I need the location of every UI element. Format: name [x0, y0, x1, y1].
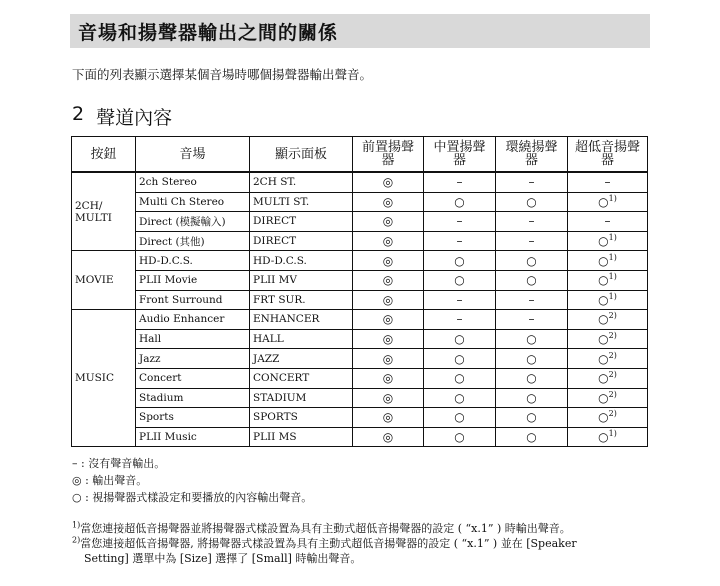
table-row: [72, 349, 648, 369]
header-key: 按鈕: [72, 137, 136, 173]
display-cell: 2CH ST.: [250, 172, 353, 192]
center-cell: –: [424, 212, 496, 232]
center-cell: –: [424, 310, 496, 330]
sound-field-cell: 2ch Stereo: [136, 172, 250, 192]
intro-text: 下面的列表顯示選擇某個音場時哪個揚聲器輸出聲音。: [72, 67, 373, 82]
footnote-mark: 2): [608, 331, 617, 341]
subwoofer-cell: ○$^{1)}$: [568, 290, 648, 310]
surround-cell: –: [496, 231, 568, 251]
legend-item: – : 沒有聲音輸出。: [72, 457, 166, 470]
header-sound-field: 音場: [136, 137, 250, 173]
surround-cell: ○: [496, 270, 568, 290]
front-cell: ◎: [353, 427, 424, 447]
front-cell: ◎: [353, 310, 424, 330]
front-cell: ◎: [353, 231, 424, 251]
legend-item: ◎ : 輸出聲音。: [72, 474, 148, 487]
center-cell: ○: [424, 408, 496, 428]
footnote-continuation: Setting] 選單中為 [Size] 選擇了 [Small] 時輸出聲音。: [84, 552, 362, 565]
sound-field-cell: Direct (其他): [136, 231, 250, 251]
sound-field-cell: Concert: [136, 368, 250, 388]
table-header-row: [72, 137, 648, 173]
surround-cell: –: [496, 172, 568, 192]
key-cell: MUSIC: [72, 310, 136, 447]
center-cell: ○: [424, 368, 496, 388]
sound-field-cell: HD-D.C.S.: [136, 251, 250, 271]
display-cell: ENHANCER: [250, 310, 353, 330]
table-row: [72, 290, 648, 310]
table-row: [72, 192, 648, 212]
header-surround-speakers: 環繞揚聲 器: [496, 137, 568, 173]
front-cell: ◎: [353, 251, 424, 271]
subwoofer-cell: ○$^{2)}$: [568, 368, 648, 388]
sound-field-cell: Hall: [136, 329, 250, 349]
surround-cell: ○: [496, 349, 568, 369]
surround-cell: ○: [496, 192, 568, 212]
display-cell: STADIUM: [250, 388, 353, 408]
header-display-panel: 顯示面板: [250, 137, 353, 173]
surround-cell: –: [496, 212, 568, 232]
title-bar: [70, 14, 650, 48]
footnote-mark: 1): [608, 272, 617, 282]
table-row: [72, 231, 648, 251]
section-number: 2: [72, 103, 85, 125]
surround-cell: ○: [496, 368, 568, 388]
footnote: $^{2)}$當您連接超低音揚聲器, 將揚聲器式樣設置為具有主動式超低音揚聲器的設定 ( “x.1” ) 並在 [Speaker: [72, 535, 577, 550]
subwoofer-cell: ○$^{2)}$: [568, 329, 648, 349]
subwoofer-cell: ○$^{1)}$: [568, 192, 648, 212]
center-cell: ○: [424, 192, 496, 212]
center-cell: ○: [424, 388, 496, 408]
display-cell: DIRECT: [250, 212, 353, 232]
display-cell: PLII MV: [250, 270, 353, 290]
center-cell: –: [424, 290, 496, 310]
display-cell: SPORTS: [250, 408, 353, 428]
sound-field-cell: Multi Ch Stereo: [136, 192, 250, 212]
sound-field-cell: Audio Enhancer: [136, 310, 250, 330]
header-center-speaker: 中置揚聲 器: [424, 137, 496, 173]
sound-field-table: [71, 136, 648, 447]
front-cell: ◎: [353, 270, 424, 290]
footnote-mark: 1): [608, 193, 617, 203]
sound-field-cell: Jazz: [136, 349, 250, 369]
surround-cell: –: [496, 310, 568, 330]
table-row: [72, 270, 648, 290]
footnote-mark: 2): [608, 350, 617, 360]
display-cell: CONCERT: [250, 368, 353, 388]
footnote-mark: 2): [608, 389, 617, 399]
subwoofer-cell: ○$^{2)}$: [568, 310, 648, 330]
sound-field-cell: Sports: [136, 408, 250, 428]
surround-cell: ○: [496, 329, 568, 349]
front-cell: ◎: [353, 408, 424, 428]
front-cell: ◎: [353, 329, 424, 349]
subwoofer-cell: ○$^{1)}$: [568, 251, 648, 271]
center-cell: ○: [424, 427, 496, 447]
footnote: $^{1)}$當您連接超低音揚聲器並將揚聲器式樣設置為具有主動式超低音揚聲器的設定 ( “x.1” ) 時輸出聲音。: [72, 520, 571, 535]
center-cell: ○: [424, 349, 496, 369]
surround-cell: ○: [496, 408, 568, 428]
subwoofer-cell: ○$^{1)}$: [568, 270, 648, 290]
header-front-speakers: 前置揚聲 器: [353, 137, 424, 173]
key-cell: MOVIE: [72, 251, 136, 310]
front-cell: ◎: [353, 192, 424, 212]
table-row: [72, 427, 648, 447]
display-cell: DIRECT: [250, 231, 353, 251]
subwoofer-cell: –: [568, 212, 648, 232]
subwoofer-cell: ○$^{2)}$: [568, 349, 648, 369]
page-title: 音場和揚聲器輸出之間的關係: [78, 21, 339, 44]
section-title: 聲道內容: [96, 107, 173, 129]
sound-field-cell: Direct (模擬輸入): [136, 212, 250, 232]
footnote-mark: 1): [608, 291, 617, 301]
center-cell: –: [424, 172, 496, 192]
section-heading: [72, 103, 172, 130]
front-cell: ◎: [353, 368, 424, 388]
sound-field-cell: Stadium: [136, 388, 250, 408]
table-row: [72, 251, 648, 271]
table-row: [72, 329, 648, 349]
display-cell: JAZZ: [250, 349, 353, 369]
display-cell: HALL: [250, 329, 353, 349]
key-cell: 2CH/ MULTI: [72, 172, 136, 251]
footnote-mark: 2): [608, 370, 617, 380]
sound-field-cell: Front Surround: [136, 290, 250, 310]
table-row: [72, 408, 648, 428]
center-cell: ○: [424, 329, 496, 349]
surround-cell: ○: [496, 427, 568, 447]
display-cell: MULTI ST.: [250, 192, 353, 212]
footnote-mark: 1): [608, 252, 617, 262]
front-cell: ◎: [353, 290, 424, 310]
surround-cell: ○: [496, 388, 568, 408]
footnote-mark: 2): [608, 409, 617, 419]
center-cell: ○: [424, 270, 496, 290]
display-cell: HD-D.C.S.: [250, 251, 353, 271]
footnote-mark: 1): [608, 429, 617, 439]
surround-cell: ○: [496, 251, 568, 271]
table-row: [72, 172, 648, 192]
front-cell: ◎: [353, 388, 424, 408]
sound-field-cell: PLII Music: [136, 427, 250, 447]
surround-cell: –: [496, 290, 568, 310]
subwoofer-cell: –: [568, 172, 648, 192]
subwoofer-cell: ○$^{2)}$: [568, 388, 648, 408]
front-cell: ◎: [353, 212, 424, 232]
sound-field-cell: PLII Movie: [136, 270, 250, 290]
subwoofer-cell: ○$^{2)}$: [568, 408, 648, 428]
table-row: [72, 212, 648, 232]
display-cell: FRT SUR.: [250, 290, 353, 310]
table-row: [72, 388, 648, 408]
legend: [72, 455, 312, 506]
front-cell: ◎: [353, 349, 424, 369]
display-cell: PLII MS: [250, 427, 353, 447]
table-row: [72, 368, 648, 388]
center-cell: –: [424, 231, 496, 251]
subwoofer-cell: ○$^{1)}$: [568, 427, 648, 447]
footnote-mark: 2): [608, 311, 617, 321]
header-subwoofer: 超低音揚聲 器: [568, 137, 648, 173]
legend-item: ○ : 視揚聲器式樣設定和要播放的內容輸出聲音。: [72, 491, 313, 504]
front-cell: ◎: [353, 172, 424, 192]
subwoofer-cell: ○$^{1)}$: [568, 231, 648, 251]
footnote-mark: 1): [608, 233, 617, 243]
center-cell: ○: [424, 251, 496, 271]
table-row: [72, 310, 648, 330]
footnotes: [72, 521, 577, 566]
